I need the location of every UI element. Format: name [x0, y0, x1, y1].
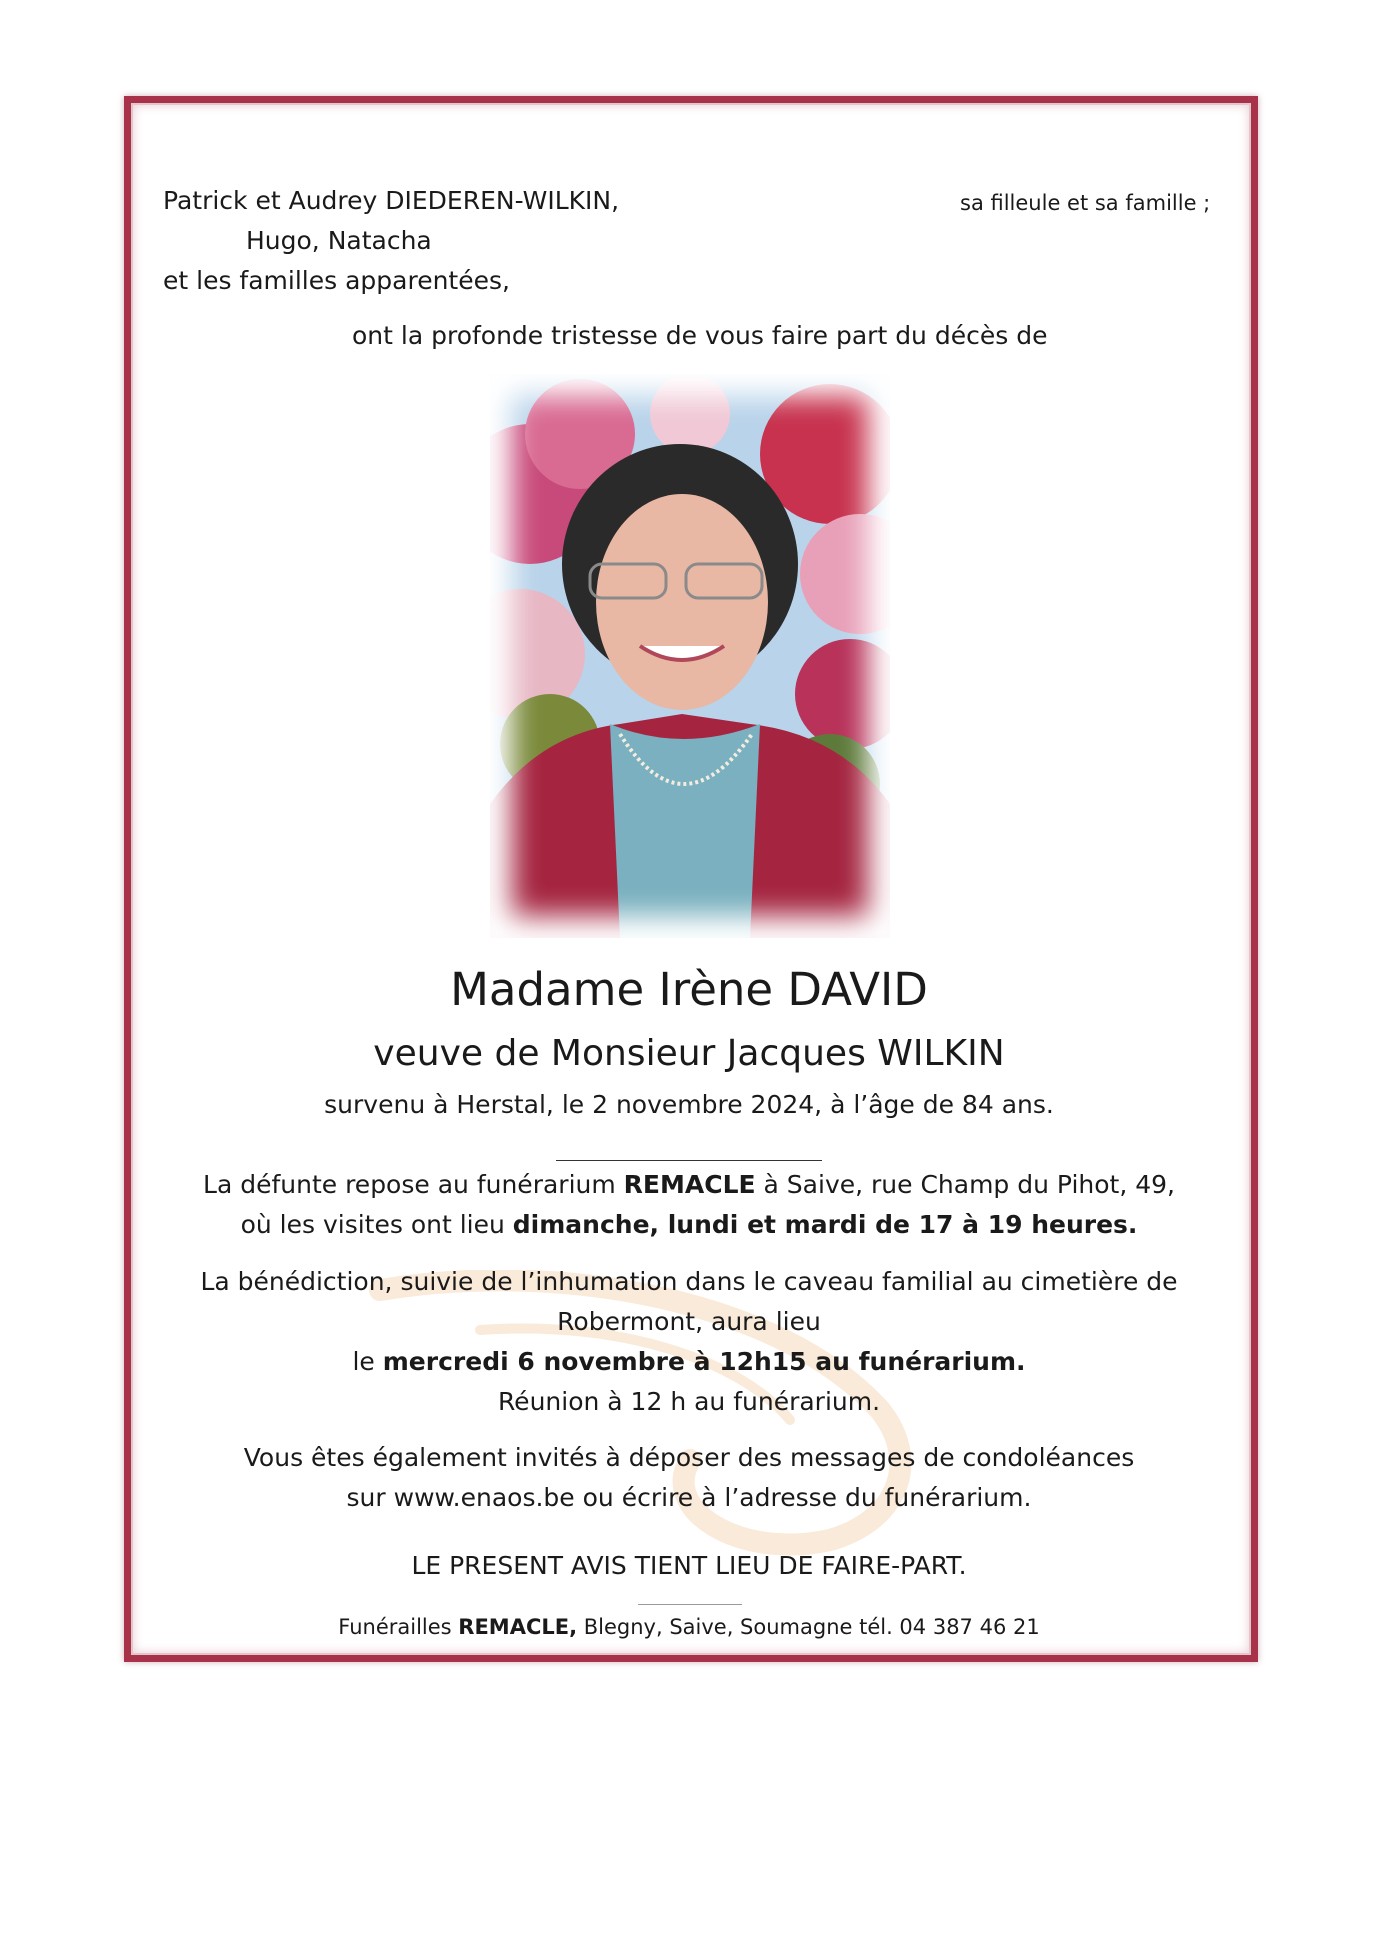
family-relation: sa filleule et sa famille ; [960, 191, 1211, 215]
deceased-portrait [490, 374, 890, 938]
family-line-3: et les familles apparentées, [163, 266, 510, 295]
notice-text: LE PRESENT AVIS TIENT LIEU DE FAIRE-PART. [411, 1551, 967, 1580]
visit-line-1-a: La défunte repose au funérarium [203, 1170, 624, 1199]
footer-company: REMACLE, [458, 1615, 578, 1639]
condolences-line-1: Vous êtes également invités à déposer des messages de condoléances [243, 1443, 1135, 1472]
footer-c: Blegny, Saive, Soumagne tél. 04 387 46 21 [577, 1615, 1040, 1639]
family-line-2: Hugo, Natacha [246, 226, 432, 255]
section-divider [556, 1160, 822, 1161]
announcement-text: ont la profonde tristesse de vous faire part du décès de [352, 321, 1048, 350]
ceremony-line-3-a: le [352, 1347, 383, 1376]
deceased-details: survenu à Herstal, le 2 novembre 2024, à l’âge de 84 ans. [324, 1090, 1054, 1119]
ceremony-line-3 [0, 1347, 1378, 1376]
deceased-spouse: veuve de Monsieur Jacques WILKIN [373, 1033, 1005, 1074]
visit-hours: dimanche, lundi et mardi de 17 à 19 heures. [512, 1210, 1138, 1239]
ceremony-date: mercredi 6 novembre à 12h15 au funérarium. [382, 1347, 1026, 1376]
family-line-1: Patrick et Audrey DIEDEREN-WILKIN, [163, 186, 620, 215]
visit-line-2-a: où les visites ont lieu [240, 1210, 513, 1239]
visit-line-1-c: à Saive, rue Champ du Pihot, 49, [755, 1170, 1175, 1199]
footer-divider [638, 1604, 742, 1605]
condolences-line-2: sur www.enaos.be ou écrire à l’adresse du funérarium. [346, 1483, 1032, 1512]
ceremony-line-2: Robermont, aura lieu [557, 1307, 821, 1336]
footer-a: Funérailles [338, 1615, 459, 1639]
ceremony-line-4: Réunion à 12 h au funérarium. [497, 1387, 881, 1416]
ceremony-line-1: La bénédiction, suivie de l’inhumation dans le caveau familial au cimetière de [200, 1267, 1178, 1296]
visit-line-1 [0, 1170, 1378, 1199]
portrait-vignette [490, 374, 890, 938]
footer-text [0, 1615, 1378, 1639]
deceased-name: Madame Irène DAVID [450, 963, 928, 1016]
funeral-home-name: REMACLE [623, 1170, 756, 1199]
visit-line-2 [0, 1210, 1378, 1239]
